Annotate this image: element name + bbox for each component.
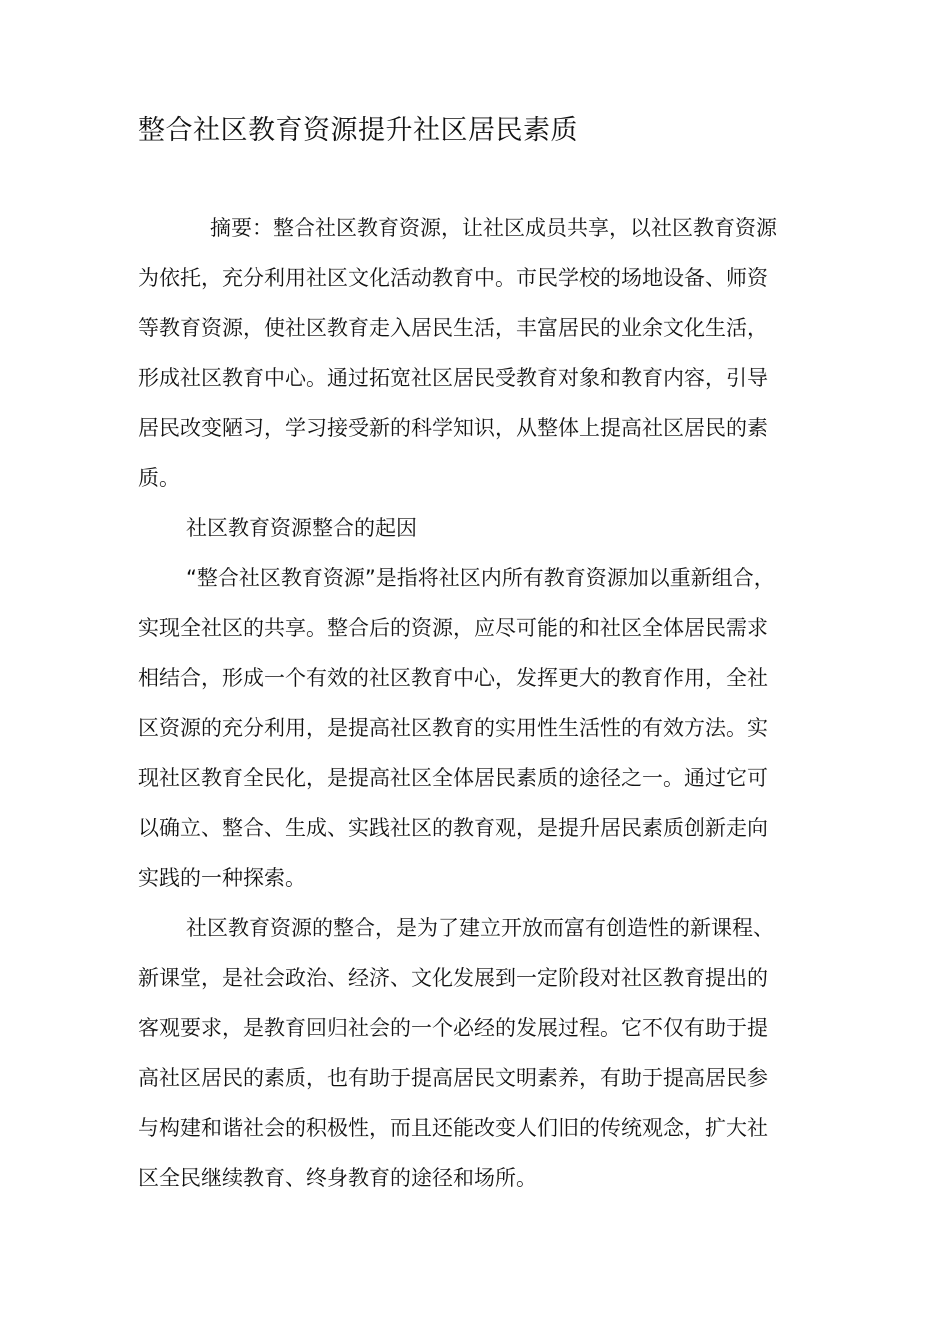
paragraph-line: 以确立、整合、生成、实践社区的教育观，是提升居民素质创新走向 — [138, 816, 768, 840]
abstract-line: 形成社区教育中心。通过拓宽社区居民受教育对象和教育内容，引导 — [138, 366, 768, 390]
paragraph-line: 高社区居民的素质，也有助于提高居民文明素养，有助于提高居民参 — [138, 1066, 768, 1090]
abstract-paragraph — [138, 203, 828, 503]
abstract-line: 等教育资源，使社区教育走入居民生活，丰富居民的业余文化生活， — [138, 316, 768, 340]
section-heading: 社区教育资源整合的起因 — [186, 516, 417, 540]
abstract-line: 居民改变陋习，学习接受新的科学知识，从整体上提高社区居民的素 — [138, 416, 768, 440]
paragraph-line: 实现全社区的共享。整合后的资源，应尽可能的和社区全体居民需求 — [138, 616, 768, 640]
paragraph-line: 社区教育资源的整合，是为了建立开放而富有创造性的新课程、 — [186, 916, 774, 940]
paragraph-line: 区资源的充分利用，是提高社区教育的实用性生活性的有效方法。实 — [138, 716, 768, 740]
paragraph-line: “整合社区教育资源”是指将社区内所有教育资源加以重新组合， — [186, 566, 775, 590]
paragraph-line: 相结合，形成一个有效的社区教育中心，发挥更大的教育作用，全社 — [138, 666, 768, 690]
paragraph-line: 实践的一种探索。 — [138, 866, 306, 890]
paragraph-line: 与构建和谐社会的积极性，而且还能改变人们旧的传统观念，扩大社 — [138, 1116, 768, 1140]
paragraph-line: 新课堂，是社会政治、经济、文化发展到一定阶段对社区教育提出的 — [138, 966, 768, 990]
abstract-line: 为依托，充分利用社区文化活动教育中。市民学校的场地设备、师资 — [138, 266, 768, 290]
paragraph-line: 现社区教育全民化，是提高社区全体居民素质的途径之一。通过它可 — [138, 766, 768, 790]
abstract-line: 摘要：整合社区教育资源，让社区成员共享，以社区教育资源 — [210, 216, 777, 240]
paragraph-line: 区全民继续教育、终身教育的途径和场所。 — [138, 1166, 537, 1190]
body-paragraph-1 — [138, 553, 828, 903]
document-title: 整合社区教育资源提升社区居民素质 — [138, 115, 578, 146]
paragraph-line: 客观要求，是教育回归社会的一个必经的发展过程。它不仅有助于提 — [138, 1016, 768, 1040]
body-paragraph-2 — [138, 903, 828, 1203]
abstract-line: 质。 — [138, 466, 180, 490]
